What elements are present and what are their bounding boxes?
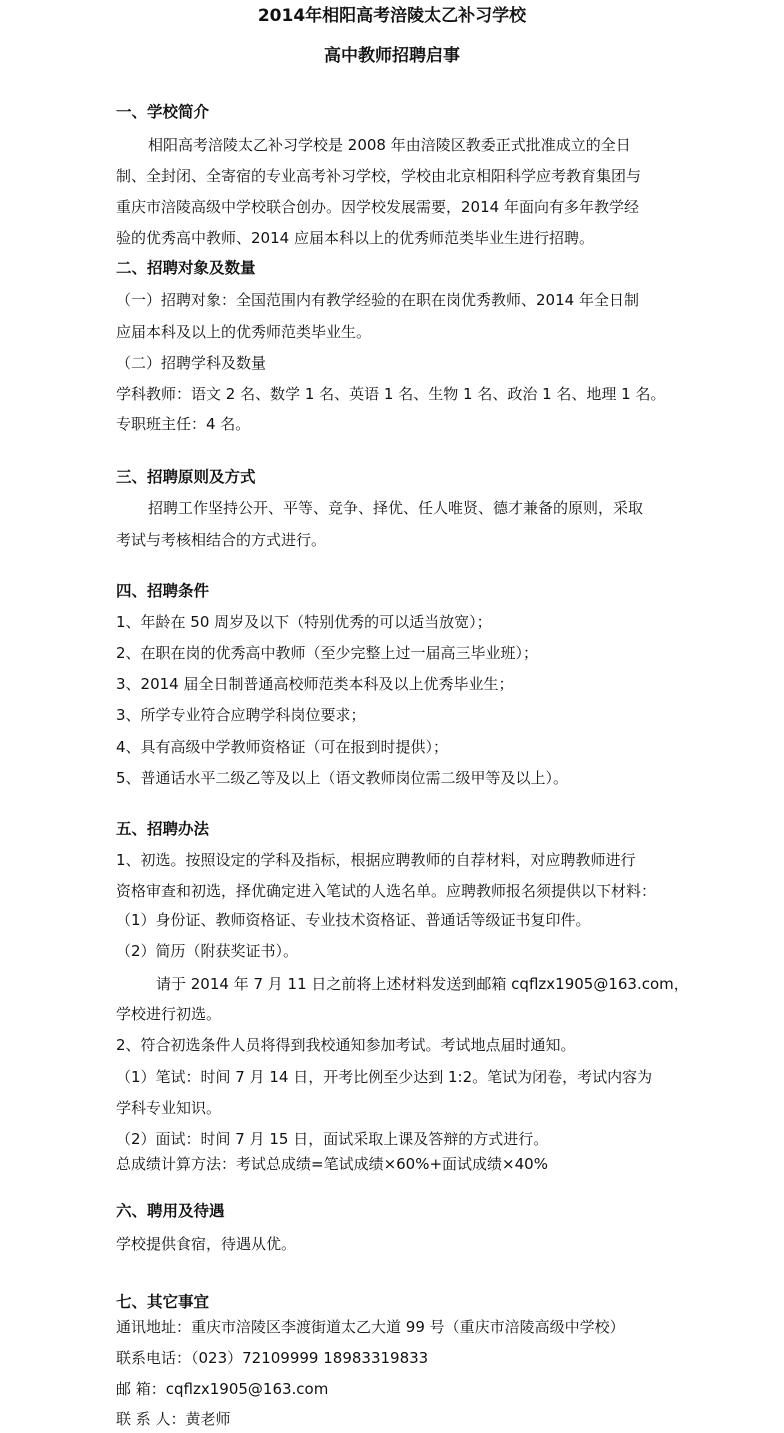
paragraph-line: （一）招聘对象：全国范围内有教学经验的在职在岗优秀教师、2014 年全日制 <box>116 291 639 309</box>
paragraph-line: 1、初选。按照设定的学科及指标，根据应聘教师的自荐材料，对应聘教师进行 <box>116 851 636 869</box>
paragraph-line: （1）身份证、教师资格证、专业技术资格证、普通话等级证书复印件。 <box>116 911 591 929</box>
list-item: 2、在职在岗的优秀高中教师（至少完整上过一届高三毕业班）； <box>116 644 539 662</box>
list-item: 3、所学专业符合应聘学科岗位要求； <box>116 706 366 724</box>
document-subtitle: 高中教师招聘启事 <box>324 46 460 66</box>
section-heading-conditions: 四、招聘条件 <box>116 582 210 600</box>
document-title: 2014年相阳高考涪陵太乙补习学校 <box>257 6 527 26</box>
paragraph-line: 2、符合初选条件人员将得到我校通知参加考试。考试地点届时通知。 <box>116 1036 576 1054</box>
section-heading-recruit-targets: 二、招聘对象及数量 <box>116 259 256 277</box>
contact-address: 通讯地址：重庆市涪陵区李渡街道太乙大道 99 号（重庆市涪陵高级中学校） <box>116 1318 625 1336</box>
paragraph-line-score-formula: 总成绩计算方法：考试总成绩=笔试成绩×60%+面试成绩×40% <box>116 1155 548 1173</box>
section-heading-other: 七、其它事宜 <box>116 1293 210 1311</box>
contact-email: 邮 箱：cqflzx1905@163.com <box>116 1380 329 1398</box>
paragraph-line: 重庆市涪陵高级中学校联合创办。因学校发展需要，2014 年面向有多年教学经 <box>116 198 639 216</box>
paragraph-line: （2）面试：时间 7 月 15 日，面试采取上课及答辩的方式进行。 <box>116 1130 549 1148</box>
paragraph-line: 相阳高考涪陵太乙补习学校是 2008 年由涪陵区教委正式批准成立的全日 <box>148 136 631 154</box>
paragraph-line: 应届本科及以上的优秀师范类毕业生。 <box>116 323 372 341</box>
paragraph-line: 学科教师：语文 2 名、数学 1 名、英语 1 名、生物 1 名、政治 1 名、地理 1 名。 <box>116 385 666 403</box>
paragraph-line: 专职班主任：4 名。 <box>116 415 251 433</box>
paragraph-line: 考试与考核相结合的方式进行。 <box>116 531 327 549</box>
contact-person: 联 系 人：黄老师 <box>116 1410 231 1428</box>
section-heading-benefits: 六、聘用及待遇 <box>116 1202 225 1220</box>
paragraph-line: 学校进行初选。 <box>116 1005 222 1023</box>
paragraph-line: 学校提供食宿，待遇从优。 <box>116 1235 297 1253</box>
paragraph-line: （1）笔试：时间 7 月 14 日，开考比例至少达到 1:2。笔试为闭卷，考试内容为 <box>116 1068 653 1086</box>
paragraph-line: 资格审查和初选，择优确定进入笔试的人选名单。应聘教师报名须提供以下材料： <box>116 882 657 900</box>
contact-phone: 联系电话：（023）72109999 18983319833 <box>116 1349 429 1367</box>
section-heading-principles: 三、招聘原则及方式 <box>116 468 256 486</box>
paragraph-line-email-instruction: 请于 2014 年 7 月 11 日之前将上述材料发送到邮箱 cqflzx1905@163.com， <box>156 975 689 993</box>
list-item: 4、具有高级中学教师资格证（可在报到时提供）； <box>116 738 449 756</box>
list-item: 1、年龄在 50 周岁及以下（特别优秀的可以适当放宽）； <box>116 613 492 631</box>
section-heading-school-intro: 一、学校简介 <box>116 103 210 121</box>
paragraph-line: （二）招聘学科及数量 <box>116 354 267 372</box>
section-heading-methods: 五、招聘办法 <box>116 820 210 838</box>
list-item: 3、2014 届全日制普通高校师范类本科及以上优秀毕业生； <box>116 675 514 693</box>
list-item: 5、普通话水平二级乙等及以上（语文教师岗位需二级甲等及以上）。 <box>116 769 569 787</box>
paragraph-line: 学科专业知识。 <box>116 1099 222 1117</box>
paragraph-line: （2）简历（附获奖证书）。 <box>116 942 299 960</box>
paragraph-line: 招聘工作坚持公开、平等、竞争、择优、任人唯贤、德才兼备的原则，采取 <box>148 499 644 517</box>
paragraph-line: 验的优秀高中教师、2014 应届本科以上的优秀师范类毕业生进行招聘。 <box>116 229 594 247</box>
paragraph-line: 制、全封闭、全寄宿的专业高考补习学校，学校由北京相阳科学应考教育集团与 <box>116 167 642 185</box>
